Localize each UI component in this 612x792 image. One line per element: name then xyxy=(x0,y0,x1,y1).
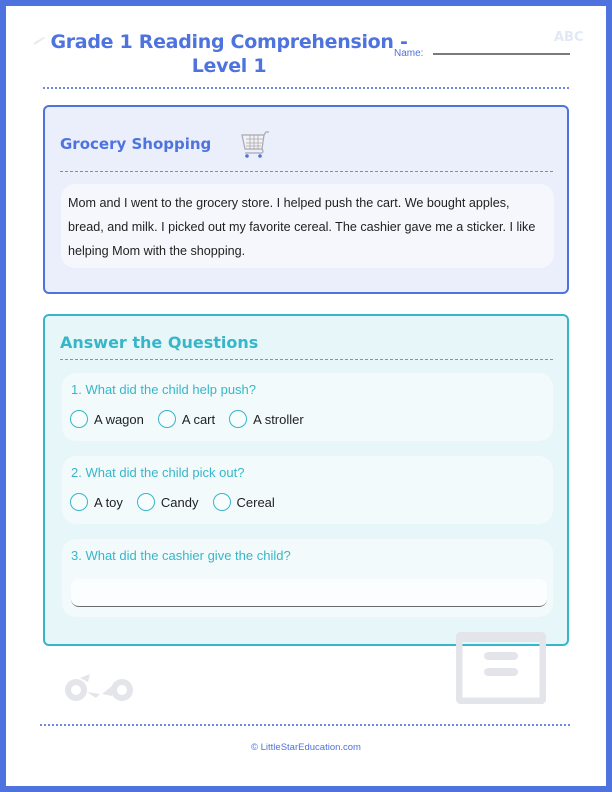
radio-button[interactable] xyxy=(70,410,88,428)
name-label: Name: xyxy=(394,48,424,59)
option-a-wagon[interactable] xyxy=(70,410,144,428)
question-3 xyxy=(62,539,553,617)
story-passage: Mom and I went to the grocery store. I helped push the cart. We bought apples, bread, and milk. I picked out my favorite cereal. The cashier gave me a sticker. I like helping Mom with the shopping. xyxy=(61,184,554,268)
options-group xyxy=(70,410,304,428)
story-title: Grocery Shopping xyxy=(60,135,212,153)
option-candy[interactable] xyxy=(137,493,199,511)
radio-button[interactable] xyxy=(137,493,155,511)
footer-divider xyxy=(40,724,570,726)
question-text: 2. What did the child pick out? xyxy=(71,465,245,480)
footer-copyright: © LittleStarEducation.com xyxy=(251,742,361,753)
question-1 xyxy=(62,373,553,441)
name-field[interactable] xyxy=(433,53,570,55)
option-a-toy[interactable] xyxy=(70,493,123,511)
shopping-cart-icon xyxy=(240,131,270,159)
option-label: A wagon xyxy=(94,411,144,427)
abc-icon: ABC xyxy=(554,30,584,45)
question-text: 1. What did the child help push? xyxy=(71,382,257,397)
page-title xyxy=(44,30,414,78)
option-label: A cart xyxy=(181,411,216,427)
option-label: A toy xyxy=(94,494,123,510)
radio-button[interactable] xyxy=(158,410,176,428)
questions-card xyxy=(43,314,569,646)
option-label: A stroller xyxy=(253,411,304,427)
questions-title: Answer the Questions xyxy=(60,333,259,352)
questions-divider xyxy=(60,359,553,360)
story-divider xyxy=(60,171,553,172)
option-label: Cereal xyxy=(236,494,275,510)
answer-input[interactable] xyxy=(71,579,547,607)
option-label: Candy xyxy=(160,494,199,510)
option-a-stroller[interactable] xyxy=(229,410,304,428)
header-divider xyxy=(43,87,569,89)
radio-button[interactable] xyxy=(70,493,88,511)
notebook-icon xyxy=(456,632,546,704)
story-card xyxy=(43,105,569,294)
question-2 xyxy=(62,456,553,524)
radio-button[interactable] xyxy=(213,493,231,511)
option-a-cart[interactable] xyxy=(158,410,215,428)
header xyxy=(30,28,582,83)
page-title-line1: Grade 1 Reading Comprehension - xyxy=(50,31,408,53)
option-cereal[interactable] xyxy=(213,493,275,511)
radio-button[interactable] xyxy=(229,410,247,428)
glasses-icon xyxy=(62,672,138,704)
options-group xyxy=(70,493,275,511)
page-title-line2: Level 1 xyxy=(191,55,267,77)
question-text: 3. What did the cashier give the child? xyxy=(71,548,291,563)
